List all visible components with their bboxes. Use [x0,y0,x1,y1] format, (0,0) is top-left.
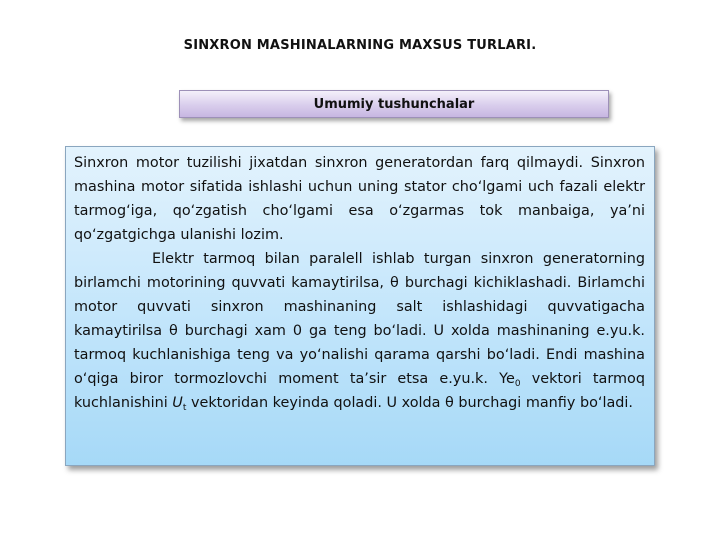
paragraph-2-part-1: Elektr tarmoq bilan paralell ishlab turgan sinxron generatorning birlamchi motorining quvvati kamaytirilsa, θ burchagi kichiklashadi. Birlamchi motor quvvati sinxron mashinaning salt ishlashidagi quvvatigacha kamaytirilsa θ burchagi xam 0 ga teng bo‘ladi. U xolda mashinaning e.yu.k. tarmoq kuchlanishiga teng va yo‘nalishi qarama qarshi bo‘ladi. Endi mashina o‘qiga biror tormozlovchi moment ta’sir etsa e.yu.k. Ye [74,251,645,387]
subtitle-box [179,90,609,118]
paragraph-2-part-2: vektori tarmoq kuchlanishini [74,371,645,411]
u-symbol: U [172,395,183,411]
paragraph-2-part-3: vektoridan keyinda qoladi. U xolda θ burchagi manfiy bo‘ladi. [186,395,633,411]
u-subscript: t [182,403,187,413]
subtitle-text: Umumiy tushunchalar [313,96,475,112]
ye-subscript: 0 [514,379,521,389]
paragraph-2 [74,247,645,415]
paragraph-1: Sinxron motor tuzilishi jixatdan sinxron generatordan farq qilmaydi. Sinxron mashina motor sifatida ishlashi uchun uning stator cho‘lgami uch fazali elektr tarmog‘iga, qo‘zgatish cho‘lgami esa o‘zgarmas tok manbaiga, ya’ni qo‘zgatgichga ulanishi lozim. [74,155,645,243]
content-box [65,146,655,466]
slide-title: SINXRON MASHINALARNING MAXSUS TURLARI. [183,38,537,53]
